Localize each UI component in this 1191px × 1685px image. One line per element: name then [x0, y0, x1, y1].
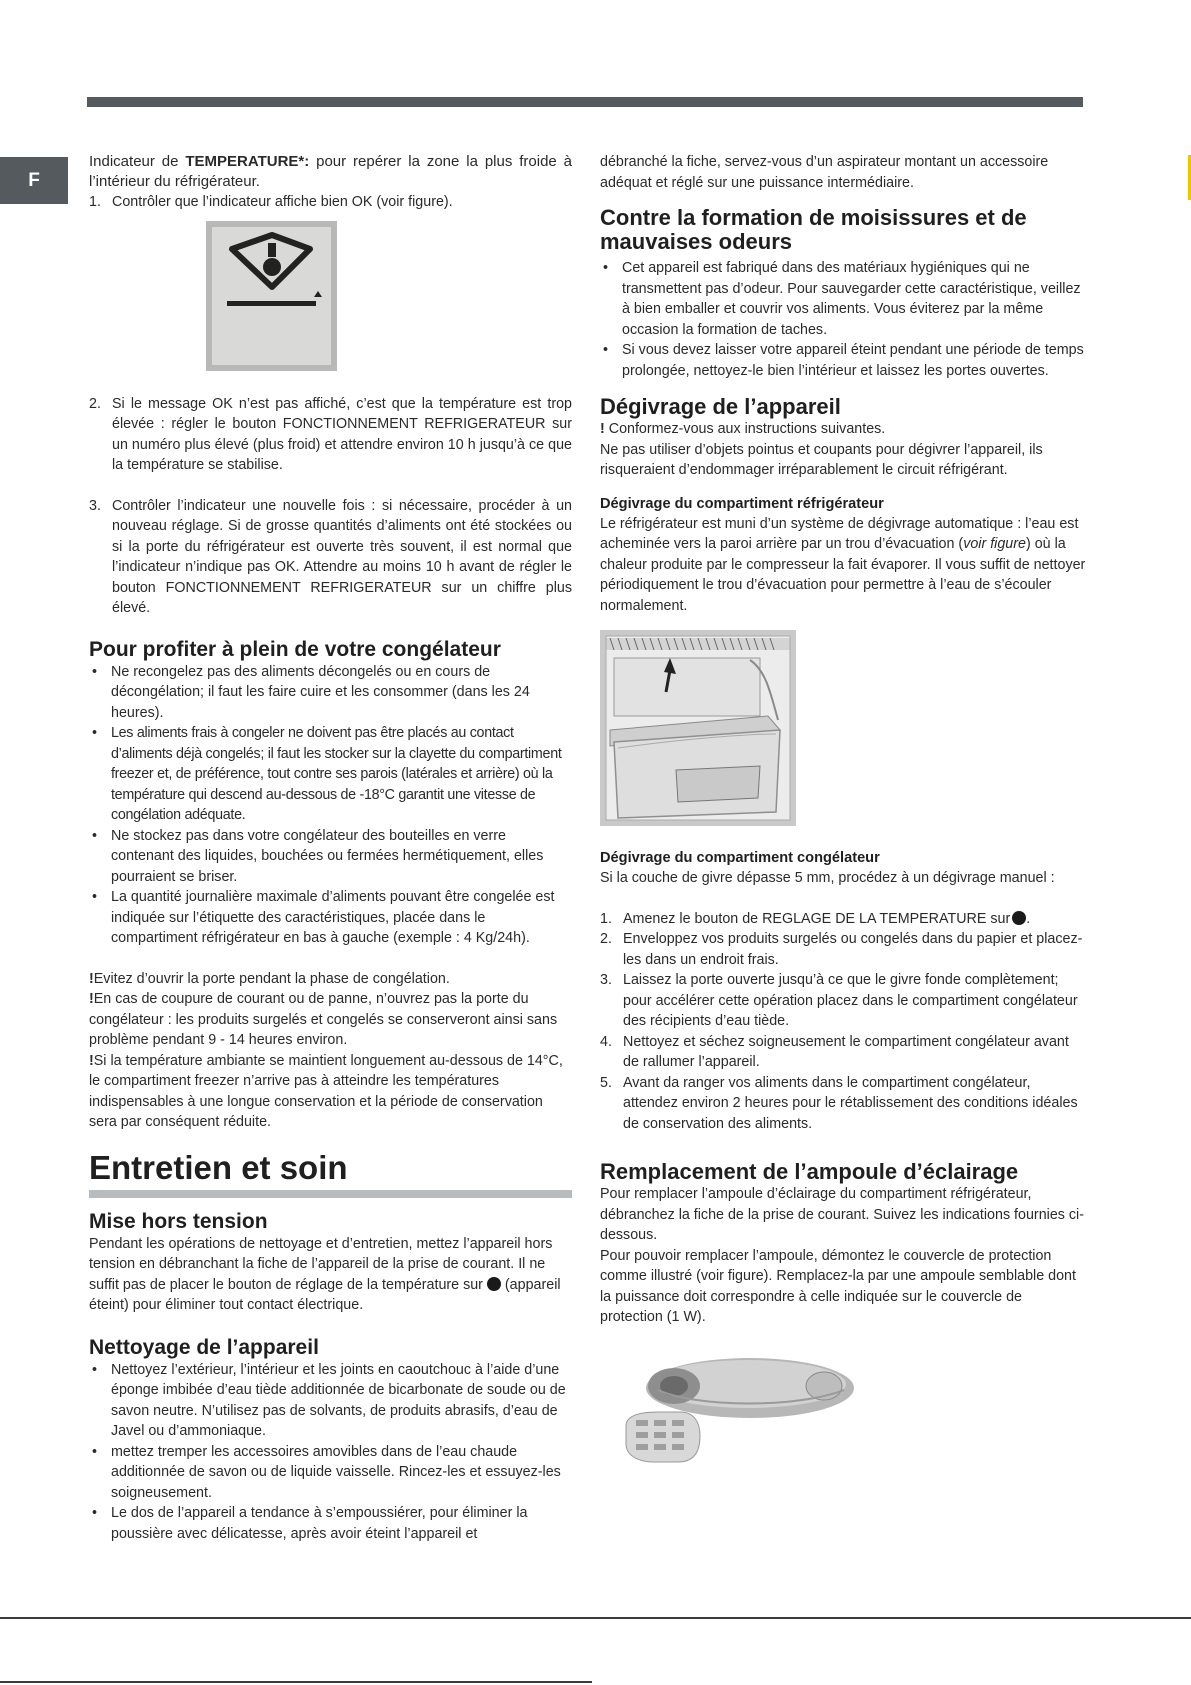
power-text-2: (appareil éteint) pour éliminer tout contact électrique. [89, 1276, 561, 1313]
footer-rule [0, 1617, 1191, 1619]
right-column [600, 152, 1087, 1480]
freezer-notes [89, 969, 572, 1133]
language-tab-label: F [28, 169, 40, 191]
fridge-interior-figure [600, 630, 796, 826]
step-number: 4. [600, 1033, 612, 1050]
off-symbol-icon [1012, 911, 1026, 925]
cleaning-bullets [89, 1360, 572, 1545]
list-item [89, 496, 572, 619]
power-text-1: Pendant les opérations de nettoyage et d’entretien, mettez l’appareil hors tension en débranchant la fiche de l’appareil de la prise de courant. Il ne suffit pas de placer le bouton de réglage de la température sur [89, 1235, 553, 1293]
language-tab [0, 157, 68, 204]
bulb-cover-figure [618, 1350, 878, 1480]
ok-indicator-figure [206, 221, 337, 371]
note [89, 989, 572, 1051]
freezer-defrost-text: Si la couche de givre dépasse 5 mm, procédez à un dégivrage manuel : [600, 870, 1055, 886]
step-text: Laissez la porte ouverte jusqu’à ce que le givre fonde complètement; pour accélérer cette opération placez dans le compartiment congélateur des récipients d’eau tiède. [623, 972, 1078, 1029]
header-bar [87, 97, 1083, 107]
step-number: 2. [89, 395, 101, 412]
list-item: • Si vous devez laisser votre appareil éteint pendant une période de temps prolongée, nettoyez-le bien l’intérieur et laissez les portes ouvertes. [600, 340, 1087, 381]
step-text: Contrôler l’indicateur une nouvelle fois : si nécessaire, procéder à un nouveau réglage. Si de grosse quantités d’aliments ont été stockées ou si la porte du réfrigérateur est ouverte très souvent, il est normal que l’indicateur n’indique pas OK. Attendre au moins 10 h avant de régler le bouton FONCTIONNEMENT REFRIGERATEUR sur un chiffre plus élevé. [112, 497, 572, 616]
step-number: 3. [600, 972, 612, 988]
list-item: • Nettoyez l’extérieur, l’intérieur et les joints en caoutchouc à l’aide d’une éponge imbibée d’eau tiède additionnée de bicarbonate de soude ou de savon neutre. N’utilisez pas de solvants, de produits abrasifs, d’eau de Javel ou d’ammoniaque. [89, 1360, 572, 1442]
bulb-text-2: Pour pouvoir remplacer l’ampoule, démontez le couvercle de protection comme illustré (voir figure). Remplacez-la par une ampoule semblable dont la puissance doit correspondre à celle indiquée sur le couvercle de protection (1 W). [600, 1247, 1076, 1325]
section-title-rule [89, 1190, 572, 1198]
footer-rule-bottom [0, 1681, 592, 1683]
ok-indicator-image [206, 221, 337, 371]
power-heading: Mise hors tension [89, 1209, 268, 1233]
freezer-heading: Pour profiter à plein de votre congélateur [89, 637, 501, 661]
temperature-intro [89, 152, 572, 192]
section-title: Entretien et soin [89, 1148, 348, 1186]
fridge-defrost-italic: voir figure [963, 536, 1026, 552]
list-item [600, 929, 1087, 970]
off-symbol-icon [487, 1277, 501, 1291]
fridge-defrost-text-2: ) où la chaleur produite par le compresseur la fait évaporer. Il vous suffit de nettoyer périodiquement le trou d’évacuation pour permettre à l’eau de s’écouler normalement. [600, 536, 1086, 614]
note [89, 1051, 572, 1133]
fridge-defrost-text-1: Le réfrigérateur est muni d’un système de dégivrage automatique : l’eau est acheminée vers la paroi arrière par un trou d’évacuation ( [600, 515, 1079, 552]
intro-bold: TEMPERATURE*: [185, 153, 310, 170]
list-item: • mettez tremper les accessoires amovibles dans de l’eau chaude additionnée de savon ou de liquide vaisselle. Rincez-les et essuyez-les soigneusement. [89, 1442, 572, 1504]
bulb-text-1: Pour remplacer l’ampoule d’éclairage du compartiment réfrigérateur, débranchez la fiche de la prise de courant. Suivez les indications fournies ci-dessous. [600, 1186, 1084, 1243]
exclamation-icon: ! [89, 991, 94, 1007]
step-number: 1. [89, 194, 101, 210]
mold-heading: Contre la formation de moisissures et de mauvaises odeurs [600, 205, 1027, 254]
exclamation-icon: ! [89, 1052, 94, 1069]
note-text: Si la température ambiante se maintient longuement au-dessous de 14°C, le compartiment freezer n’arrive pas à atteindre les températures indispensables à une longue conservation et la période de conservation sera par conséquent réduite. [89, 1052, 563, 1130]
list-item: • Ne stockez pas dans votre congélateur des bouteilles en verre contenant des liquides, bouchées ou fermées hermétiquement, elles pourraient se briser. [89, 826, 572, 888]
intro-prefix: Indicateur de [89, 153, 186, 170]
fridge-interior-image [600, 630, 796, 826]
bulb-cover-image [618, 1350, 878, 1480]
exclamation-icon: ! [89, 970, 94, 987]
step-text: Amenez le bouton de REGLAGE DE LA TEMPERATURE sur [623, 910, 1011, 927]
step-number: 3. [89, 497, 101, 514]
step-text: Contrôler que l’indicateur affiche bien OK (voir figure). [112, 194, 453, 210]
power-text [89, 1234, 572, 1316]
step-number: 5. [600, 1074, 612, 1091]
mold-bullets [600, 258, 1087, 381]
note [89, 969, 572, 990]
list-item [600, 970, 1087, 1032]
step-text: Enveloppez vos produits surgelés ou congelés dans du papier et placez-les dans un endroit frais. [623, 931, 1083, 968]
list-item: • Le dos de l’appareil a tendance à s’empoussiérer, pour éliminer la poussière avec délicatesse, après avoir éteint l’appareil et [89, 1503, 572, 1544]
list-item: • La quantité journalière maximale d’aliments pouvant être congelée est indiquée sur l’étiquette des caractéristiques, placée dans le compartiment réfrigérateur en bas à gauche (exemple : 4 Kg/24h). [89, 887, 572, 949]
cleaning-heading: Nettoyage de l’appareil [89, 1335, 319, 1359]
step-number: 2. [600, 931, 612, 947]
freezer-bullets [89, 662, 572, 949]
list-item [89, 192, 572, 213]
step-text: Si le message OK n’est pas affiché, c’est que la température est trop élevée : régler le bouton FONCTIONNEMENT REFRIGERATEUR sur un numéro plus élevé (plus froid) et attendre environ 10 h jusqu’à ce que la température se stabilise. [112, 395, 572, 473]
continuation-text: débranché la fiche, servez-vous d’un aspirateur montant un accessoire adéquat et réglé sur une puissance intermédiaire. [600, 154, 1049, 191]
fridge-defrost-text [600, 514, 1087, 617]
step-text: Nettoyez et séchez soigneusement le compartiment congélateur avant de rallumer l’appareil. [623, 1033, 1069, 1070]
list-item: • Les aliments frais à congeler ne doivent pas être placés au contact d’aliments déjà congelés; il faut les stocker sur la clayette du compartiment freezer et, de préférence, tout contre ses parois (latérales et arrière) où la température qui descend au-dessous de -18°C garantit une vitesse de congélation adéquate. [89, 723, 572, 826]
fridge-defrost-heading: Dégivrage du compartiment réfrigérateur [600, 495, 884, 512]
exclamation-icon: ! [600, 421, 605, 437]
note-text: Evitez d’ouvrir la porte pendant la phase de congélation. [93, 970, 450, 987]
defrost-text: Ne pas utiliser d’objets pointus et coupants pour dégivrer l’appareil, ils risqueraient d’endommager irréparablement le circuit réfrigérant. [600, 441, 1043, 478]
bulb-heading: Remplacement de l’ampoule d’éclairage [600, 1159, 1019, 1184]
left-column [89, 152, 572, 1544]
list-item: • Ne recongelez pas des aliments décongelés ou en cours de décongélation; il faut les faire cuire et les consommer (dans les 24 heures). [89, 662, 572, 724]
defrost-note-text: Conformez-vous aux instructions suivantes. [604, 421, 886, 437]
list-item: • Cet appareil est fabriqué dans des matériaux hygiéniques qui ne transmettent pas d’odeur. Pour sauvegarder cette caractéristique, veillez à bien emballer et couvrir vos aliments. Vous éviterez par la même occasion la formation de taches. [600, 258, 1087, 340]
list-item: 1. Amenez le bouton de REGLAGE DE LA TEMPERATURE sur . [600, 909, 1087, 930]
temperature-steps-b [89, 394, 572, 619]
step-text: Avant da ranger vos aliments dans le compartiment congélateur, attendez environ 2 heures pour le rétablissement des conditions idéales de conservation des aliments. [623, 1074, 1078, 1132]
list-item [600, 1073, 1087, 1135]
list-item [89, 394, 572, 476]
defrost-heading: Dégivrage de l’appareil [600, 394, 841, 419]
intro-suffix: pour repérer la zone la plus froide à l’intérieur du réfrigérateur. [89, 153, 572, 190]
temperature-steps-a [89, 192, 572, 213]
defrost-note [600, 419, 1087, 440]
step-number: 1. [600, 910, 612, 927]
freezer-defrost-heading: Dégivrage du compartiment congélateur [600, 850, 880, 866]
freezer-defrost-steps [600, 909, 1087, 1135]
list-item [600, 1032, 1087, 1073]
note-text: En cas de coupure de courant ou de panne, n’ouvrez pas la porte du congélateur : les produits surgelés et congelés se conserveront ainsi sans problème pendant 9 - 14 heures environ. [89, 991, 558, 1048]
